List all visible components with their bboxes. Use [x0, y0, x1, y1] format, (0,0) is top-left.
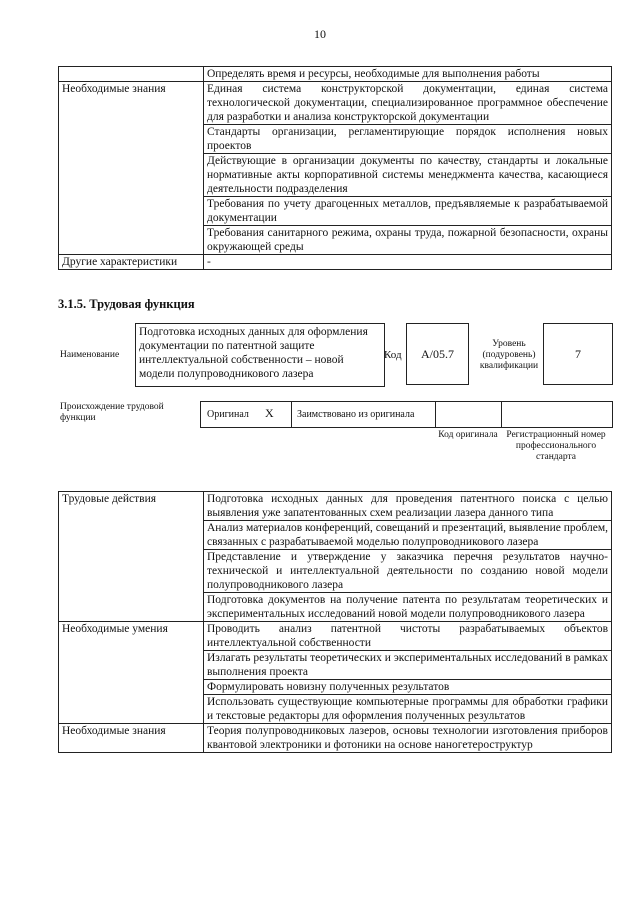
skill-item: Использовать существующие компьютерные программы для обработки графики и текстовые редакторы для оформления полученных результатов [204, 695, 612, 724]
code-value: A/05.7 [406, 323, 469, 385]
first-row-value: Определять время и ресурсы, необходимые для выполнения работы [204, 67, 612, 82]
page-number: 10 [314, 27, 326, 41]
knowledge-label: Необходимые знания [59, 82, 204, 255]
code-original-label: Код оригинала [438, 430, 498, 440]
original-label: Оригинал [207, 409, 249, 420]
skills-label: Необходимые умения [59, 622, 204, 724]
other-label: Другие характеристики [59, 255, 204, 270]
empty-label-cell [59, 67, 204, 82]
bottom-table [58, 491, 612, 753]
name-label: Наименование [60, 350, 120, 360]
code-label: Код [384, 349, 402, 361]
reg-number-label: Регистрационный номер профессионального стандарта [506, 430, 606, 462]
other-value: - [204, 255, 612, 270]
skill-item: Проводить анализ патентной чистоты разрабатываемых объектов интеллектуальной собственности [204, 622, 612, 651]
knowledge-item: Требования по учету драгоценных металлов, предъявляемые к разрабатываемой документации [204, 197, 612, 226]
knowledge-item: Действующие в организации документы по качеству, стандарты и локальные нормативные акты корпоративной системы менеджмента качества, касающиеся деятельности подразделения [204, 154, 612, 197]
divider [501, 401, 502, 428]
knowledge-item-2: Теория полупроводниковых лазеров, основы технологии изготовления приборов квантовой электроники и фотоники на основе наногетероструктур [204, 724, 612, 753]
knowledge-label-2: Необходимые знания [59, 724, 204, 753]
knowledge-item: Единая система конструкторской документации, единая система технологической документации, специализированное программное обеспечение для разработки и анализа конструкторской документации [204, 82, 612, 125]
action-item: Подготовка исходных данных для проведения патентного поиска с целью выявления уже запатентованных схем реализации лазера данного типа [204, 492, 612, 521]
skill-item: Излагать результаты теоретических и экспериментальных исследований в рамках выполнения проекта [204, 651, 612, 680]
level-value: 7 [543, 323, 613, 385]
actions-label: Трудовые действия [59, 492, 204, 622]
skill-item: Формулировать новизну полученных результатов [204, 680, 612, 695]
origin-row [200, 401, 613, 428]
action-item: Подготовка документов на получение патента по результатам теоретических и экспериментальных исследований новой модели полупроводникового лазера [204, 593, 612, 622]
divider [435, 401, 436, 428]
origin-label: Происхождение трудовой функции [60, 402, 164, 423]
action-item: Анализ материалов конференций, совещаний и презентаций, выявление проблем, связанных с разрабатываемой моделью полупроводникового лазера [204, 521, 612, 550]
divider [291, 401, 292, 428]
original-mark: X [265, 406, 274, 420]
level-label: Уровень (подуровень) квалификации [479, 339, 539, 371]
knowledge-item: Стандарты организации, регламентирующие порядок исполнения новых проектов [204, 125, 612, 154]
action-item: Представление и утверждение у заказчика перечня результатов научно-технической и интеллектуальной деятельности по созданию новой модели полупроводникового лазера [204, 550, 612, 593]
borrowed-label: Заимствовано из оригинала [297, 409, 415, 420]
knowledge-item: Требования санитарного режима, охраны труда, пожарной безопасности, охраны окружающей среды [204, 226, 612, 255]
section-title: 3.1.5. Трудовая функция [58, 297, 195, 311]
top-table [58, 66, 612, 270]
function-name: Подготовка исходных данных для оформления документации по патентной защите интеллектуальной собственности – новой модели полупроводникового лазера [135, 323, 385, 387]
